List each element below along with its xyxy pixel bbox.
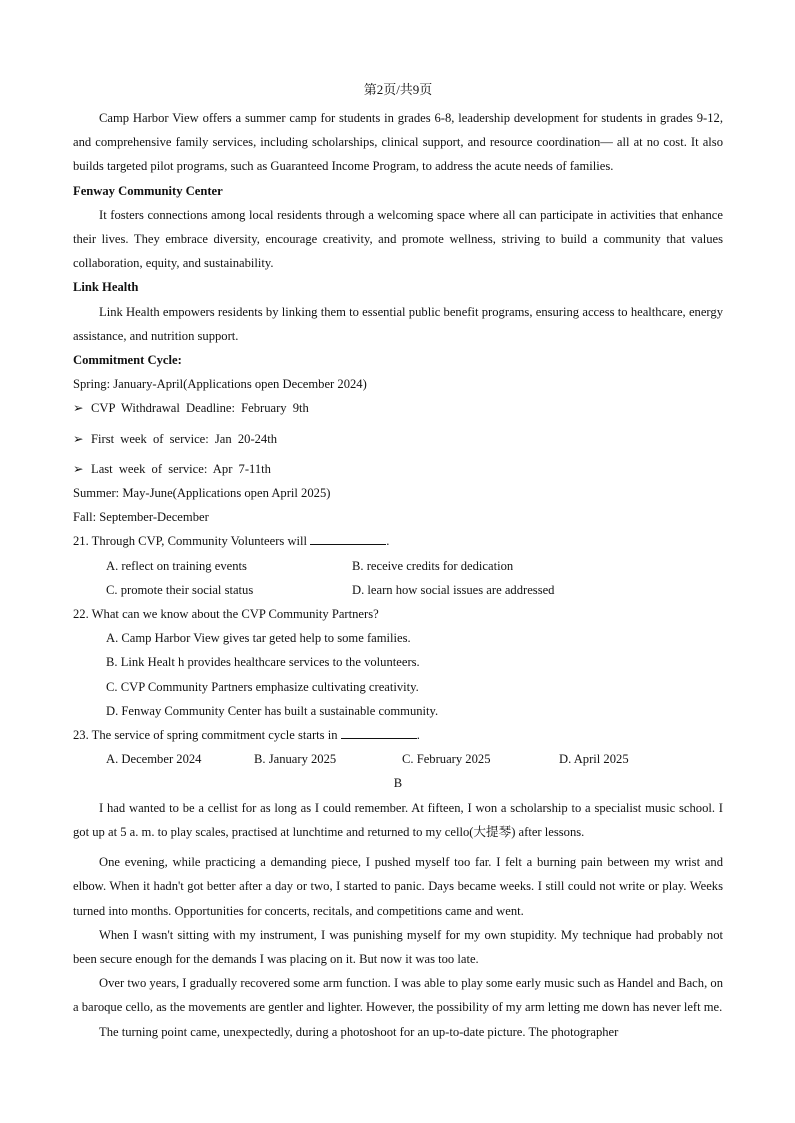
- question-22: 22. What can we know about the CVP Community Partners?: [73, 607, 379, 622]
- option-d[interactable]: D. learn how social issues are addressed: [352, 582, 555, 597]
- option-b[interactable]: B. Link Healt h provides healthcare services to the volunteers.: [106, 655, 420, 670]
- commitment-cycle-heading: Commitment Cycle:: [73, 353, 182, 368]
- fall-line: Fall: September-December: [73, 510, 209, 525]
- cycle-bullet: [73, 457, 723, 481]
- question-stem: 23. The service of spring commitment cycle starts in: [73, 728, 338, 743]
- passage-b-paragraph: Over two years, I gradually recovered some arm function. I was able to play some early music such as Handel and Bach, on a baroque cello, as the movements are gentler and lighter. However, the possibility of my arm letting me down has never left me.: [73, 976, 723, 1015]
- passage-b-paragraph: One evening, while practicing a demanding piece, I pushed myself too far. I felt a burning pain between my wrist and elbow. When it hadn't got better after a day or two, I started to panic. Days became weeks. I still could not write or play. Weeks turned into months. Opportunities for concerts, recitals, and competitions came and went.: [73, 855, 723, 918]
- option-a[interactable]: A. Camp Harbor View gives tar geted help to some families.: [106, 631, 411, 646]
- spring-line: Spring: January-April(Applications open December 2024): [73, 377, 367, 392]
- camp-harbor-view-paragraph: Camp Harbor View offers a summer camp for students in grades 6-8, leadership development for students in grades 9-12, and comprehensive family services, including scholarships, clinical support, and resource coordination— all at no cost. It also builds targeted pilot programs, such as Guaranteed Income Program, to address the acute needs of families.: [73, 111, 723, 174]
- link-health-paragraph: Link Health empowers residents by linking them to essential public benefit programs, ensuring access to healthcare, energy assistance, and nutrition support.: [73, 304, 723, 343]
- question-21-options: [73, 554, 723, 602]
- link-health-heading: Link Health: [73, 280, 139, 295]
- option-c[interactable]: C. February 2025: [402, 752, 491, 767]
- arrow-bullet-icon: ➢: [73, 461, 84, 476]
- question-23: [73, 723, 723, 747]
- option-d[interactable]: D. April 2025: [559, 752, 629, 767]
- question-21: [73, 529, 723, 553]
- question-23-options: [73, 747, 723, 771]
- fenway-heading: Fenway Community Center: [73, 183, 223, 198]
- question-end: .: [386, 534, 390, 549]
- passage-b-paragraph: I had wanted to be a cellist for as long as I could remember. At fifteen, I won a scholarship to a specialist music school. I got up at 5 a. m. to play scales, practised at lunchtime and returned to my cello(大提琴) after lessons.: [73, 800, 723, 839]
- bullet-text: CVP Withdrawal Deadline: February 9th: [91, 401, 309, 416]
- question-stem: 21. Through CVP, Community Volunteers will: [73, 534, 308, 549]
- option-d[interactable]: D. Fenway Community Center has built a sustainable community.: [106, 703, 439, 718]
- passage-b-paragraph: The turning point came, unexpectedly, during a photoshoot for an up-to-date picture. The photographer: [99, 1024, 619, 1039]
- arrow-bullet-icon: ➢: [73, 431, 84, 446]
- fenway-paragraph: It fosters connections among local residents through a welcoming space where all can participate in activities that enhance their lives. They embrace diversity, encourage creativity, and promote wellness, striving to build a community that values collaboration, equity, and sustainability.: [73, 207, 723, 271]
- bullet-text: Last week of service: Apr 7-11th: [91, 461, 271, 476]
- page-header: 第2页/共9页: [363, 82, 433, 97]
- question-end: .: [416, 728, 420, 743]
- document-page: [73, 80, 723, 1044]
- answer-blank: [310, 532, 386, 545]
- summer-line: Summer: May-June(Applications open April 2025): [73, 486, 331, 501]
- option-c[interactable]: C. CVP Community Partners emphasize cultivating creativity.: [106, 679, 419, 694]
- option-a[interactable]: A. December 2024: [106, 752, 202, 767]
- passage-b-paragraph: When I wasn't sitting with my instrument, I was punishing myself for my own stupidity. My technique had probably not been secure enough for the demands I was placing on it. But now it was too late.: [73, 927, 723, 966]
- option-a[interactable]: A. reflect on training events: [106, 558, 247, 573]
- option-c[interactable]: C. promote their social status: [106, 582, 254, 597]
- cycle-bullet: [73, 427, 723, 451]
- section-b-heading: B: [393, 776, 403, 791]
- question-22-options: [73, 626, 723, 723]
- answer-blank: [341, 726, 417, 739]
- option-b[interactable]: B. January 2025: [254, 752, 337, 767]
- option-b[interactable]: B. receive credits for dedication: [352, 558, 514, 573]
- cycle-bullet: [73, 396, 723, 420]
- bullet-text: First week of service: Jan 20-24th: [91, 431, 278, 446]
- arrow-bullet-icon: ➢: [73, 401, 84, 416]
